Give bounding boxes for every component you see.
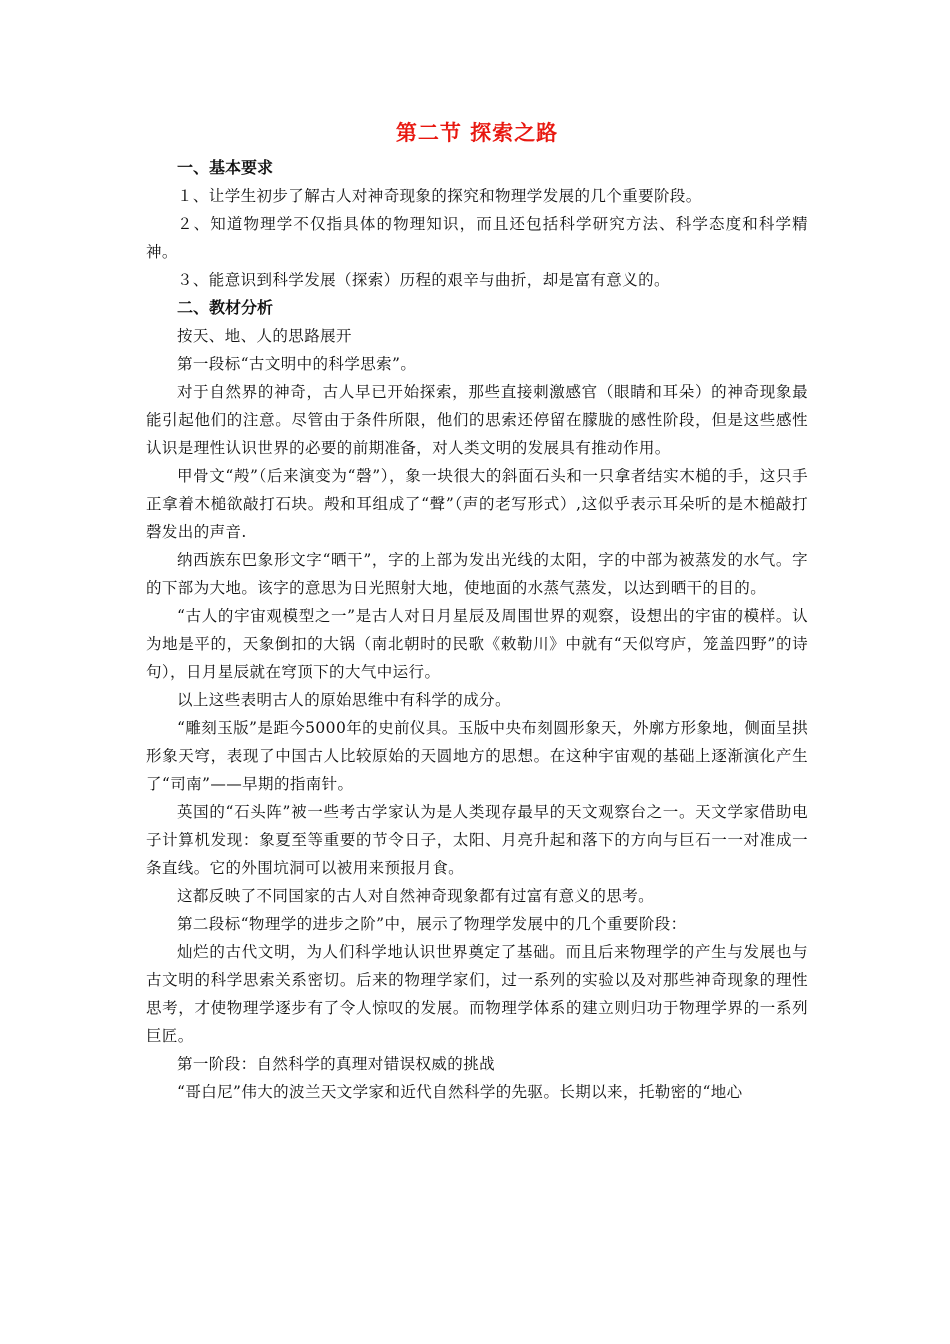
document-title: 第二节 探索之路 (395, 120, 559, 145)
paragraph: 英国的“石头阵”被一些考古学家认为是人类现存最早的天文观察台之一。天文学家借助电子计算机发现：象夏至等重要的节令日子，太阳、月亮升起和落下的方向与巨石一一对准成一条直线。它的外围坑洞可以被用来预报月食。 (146, 803, 808, 877)
paragraph: 以上这些表明古人的原始思维中有科学的成分。 (177, 691, 511, 709)
paragraph: 第一段标“古文明中的科学思索”。 (177, 355, 417, 373)
paragraph: ２、知道物理学不仅指具体的物理知识，而且还包括科学研究方法、科学态度和科学精神。 (146, 215, 808, 261)
document-page (146, 118, 808, 1106)
section-basic-requirements (146, 154, 808, 294)
paragraph: 对于自然界的神奇，古人早已开始探索，那些直接刺激感官（眼睛和耳朵）的神奇现象最能引起他们的注意。尽管由于条件所限，他们的思索还停留在朦胧的感性阶段，但是这些感性认识是理性认识世界的必要的前期准备，对人类文明的发展具有推动作用。 (146, 383, 808, 457)
section-textbook-analysis (146, 294, 808, 1106)
section-heading: 一、基本要求 (177, 158, 274, 177)
paragraph: “雕刻玉版”是距今5000年的史前仪具。玉版中央布刻圆形象天，外廓方形象地，侧面呈拱形象天穹，表现了中国古人比较原始的天圆地方的思想。在这种宇宙观的基础上逐渐演化产生了“司南”——早期的指南针。 (146, 719, 808, 793)
paragraph: ３、能意识到科学发展（探索）历程的艰辛与曲折，却是富有意义的。 (177, 271, 670, 289)
paragraph: “古人的宇宙观模型之一”是古人对日月星辰及周围世界的观察，设想出的宇宙的模样。认为地是平的，天象倒扣的大锅（南北朝时的民歌《敕勒川》中就有“天似穹庐，笼盖四野”的诗句），日月星辰就在穹顶下的大气中运行。 (146, 607, 808, 681)
paragraph: 第一阶段：自然科学的真理对错误权威的挑战 (177, 1055, 496, 1073)
paragraph: １、让学生初步了解古人对神奇现象的探究和物理学发展的几个重要阶段。 (177, 187, 702, 205)
section-heading: 二、教材分析 (177, 298, 274, 317)
paragraph: 灿烂的古代文明，为人们科学地认识世界奠定了基础。而且后来物理学的产生与发展也与古文明的科学思索关系密切。后来的物理学家们，过一系列的实验以及对那些神奇现象的理性思考，才使物理学逐步有了令人惊叹的发展。而物理学体系的建立则归功于物理学界的一系列巨匠。 (146, 943, 808, 1045)
paragraph: 甲骨文“殸”（后来演变为“磬”），象一块很大的斜面石头和一只拿者结实木槌的手，这只手正拿着木槌欲敲打石块。殸和耳组成了“聲”（声的老写形式）,这似乎表示耳朵听的是木槌敲打磬发出的声音. (146, 467, 808, 541)
paragraph: 纳西族东巴象形文字“晒干”，字的上部为发出光线的太阳，字的中部为被蒸发的水气。字的下部为大地。该字的意思为日光照射大地，使地面的水蒸气蒸发，以达到晒干的目的。 (146, 551, 808, 597)
paragraph: 这都反映了不同国家的古人对自然神奇现象都有过富有意义的思考。 (177, 887, 655, 905)
paragraph: 按天、地、人的思路展开 (177, 327, 352, 345)
paragraph: “哥白尼”伟大的波兰天文学家和近代自然科学的先驱。长期以来，托勒密的“地心 (177, 1083, 743, 1101)
paragraph: 第二段标“物理学的进步之阶”中，展示了物理学发展中的几个重要阶段： (177, 915, 687, 933)
